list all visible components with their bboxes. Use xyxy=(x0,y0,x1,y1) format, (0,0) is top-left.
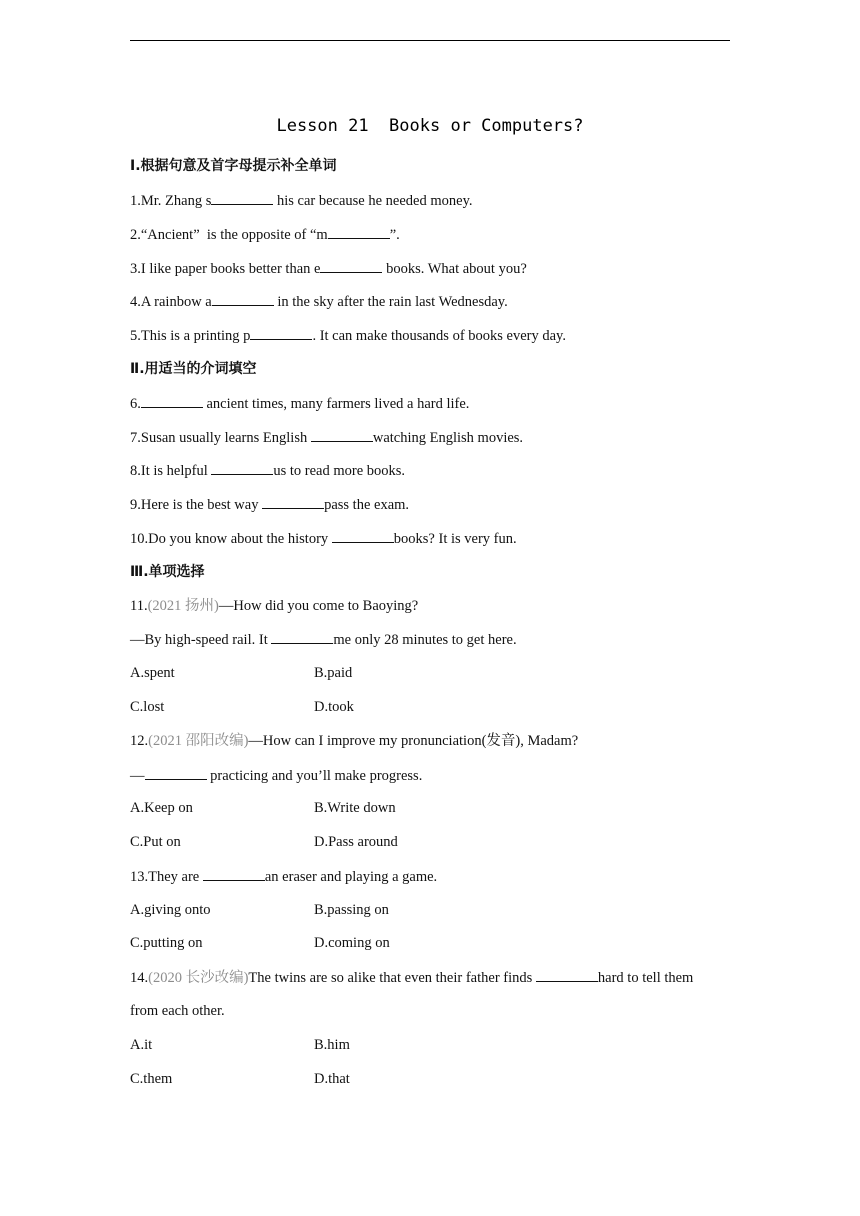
question-14: 14.(2020 长沙改编)The twins are so alike that even their father finds hard to tell them xyxy=(130,970,694,986)
option-b[interactable]: B.him xyxy=(314,1037,350,1053)
answer-blank[interactable] xyxy=(145,766,207,780)
question-12-line2: — practicing and you’ll make progress. xyxy=(130,768,423,784)
option-c[interactable]: C.Put on xyxy=(130,834,181,850)
answer-blank[interactable] xyxy=(211,191,273,205)
answer-blank[interactable] xyxy=(332,529,394,543)
option-b[interactable]: B.paid xyxy=(314,665,353,681)
option-b[interactable]: B.Write down xyxy=(314,800,396,816)
question-source: (2020 长沙改编) xyxy=(148,970,249,986)
section-heading: Ⅰ.根据句意及首字母提示补全单词 xyxy=(130,158,337,174)
option-d[interactable]: D.Pass around xyxy=(314,834,398,850)
answer-blank[interactable] xyxy=(320,259,382,273)
answer-blank[interactable] xyxy=(271,630,333,644)
question-2: 2.“Ancient” is the opposite of “m ”. xyxy=(130,227,400,243)
answer-blank[interactable] xyxy=(250,326,312,340)
question-10: 10.Do you know about the history books? It is very fun. xyxy=(130,531,517,547)
question-5: 5.This is a printing p . It can make thousands of books every day. xyxy=(130,328,566,344)
question-3: 3.I like paper books better than e books. What about you? xyxy=(130,261,527,277)
answer-blank[interactable] xyxy=(212,292,274,306)
option-c[interactable]: C.putting on xyxy=(130,935,203,951)
option-d[interactable]: D.that xyxy=(314,1071,350,1087)
question-7: 7.Susan usually learns English watching English movies. xyxy=(130,430,524,446)
answer-blank[interactable] xyxy=(262,495,324,509)
option-b[interactable]: B.passing on xyxy=(314,902,389,918)
question-11-line2: —By high-speed rail. It me only 28 minutes to get here. xyxy=(130,632,517,648)
section-heading: Ⅱ.用适当的介词填空 xyxy=(130,361,257,377)
option-c[interactable]: C.them xyxy=(130,1071,173,1087)
option-d[interactable]: D.coming on xyxy=(314,935,390,951)
option-d[interactable]: D.took xyxy=(314,699,354,715)
answer-blank[interactable] xyxy=(311,428,373,442)
answer-blank[interactable] xyxy=(211,461,273,475)
answer-blank[interactable] xyxy=(141,394,203,408)
question-14-line2: from each other. xyxy=(130,1003,225,1019)
option-a[interactable]: A.giving onto xyxy=(130,902,211,918)
answer-blank[interactable] xyxy=(203,867,265,881)
answer-blank[interactable] xyxy=(328,225,390,239)
question-6: 6. ancient times, many farmers lived a hard life. xyxy=(130,396,470,412)
section-heading: Ⅲ.单项选择 xyxy=(130,564,205,580)
question-8: 8.It is helpful us to read more books. xyxy=(130,463,406,479)
question-source: (2021 扬州) xyxy=(147,598,219,614)
header-rule xyxy=(130,40,730,41)
answer-blank[interactable] xyxy=(536,968,598,982)
question-source: (2021 邵阳改编) xyxy=(148,733,249,749)
option-c[interactable]: C.lost xyxy=(130,699,165,715)
question-12: 12.(2021 邵阳改编)—How can I improve my pronunciation(发音), Madam? xyxy=(130,733,579,749)
option-a[interactable]: A.it xyxy=(130,1037,153,1053)
question-4: 4.A rainbow a in the sky after the rain last Wednesday. xyxy=(130,294,508,310)
question-11: 11.(2021 扬州)—How did you come to Baoying? xyxy=(130,598,419,614)
question-9: 9.Here is the best way pass the exam. xyxy=(130,497,410,513)
page-title: Lesson 21 Books or Computers? xyxy=(276,116,584,136)
question-1: 1.Mr. Zhang s his car because he needed money. xyxy=(130,193,473,209)
question-13: 13.They are an eraser and playing a game. xyxy=(130,869,438,885)
option-a[interactable]: A.Keep on xyxy=(130,800,193,816)
option-a[interactable]: A.spent xyxy=(130,665,175,681)
